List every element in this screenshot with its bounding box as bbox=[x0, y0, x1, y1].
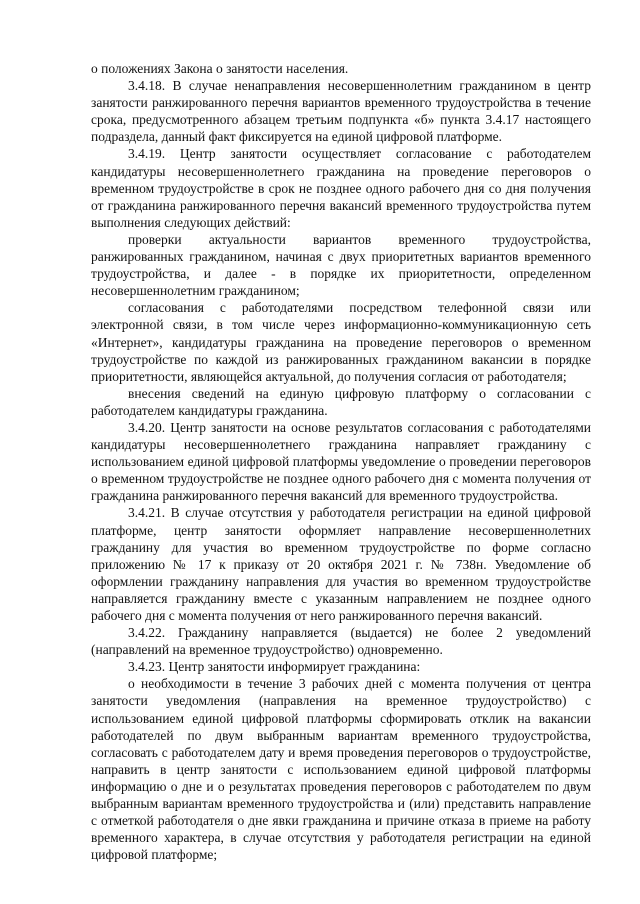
paragraph-3-4-23: 3.4.23. Центр занятости информирует гражданина: bbox=[128, 659, 421, 675]
paragraph-3-4-21: 3.4.21. В случае отсутствия у работодателя регистрации на единой цифровой платформе, центр занятости оформляет направление несовершеннолетних гражданину для участия во временном трудоустройстве по форме согласно приложению № 17 к приказу от 20 октября 2021 г. № 738н. Уведомление об оформлении гражданину направления для участия во временном трудоустройстве направляется гражданину вместе с указанным направлением не позднее одного рабочего дня с момента получения от него ранжированного перечня вакансий. bbox=[91, 505, 591, 623]
paragraph-employer-agreement: согласования с работодателями посредством телефонной связи или электронной связи, в том числе через информационно-коммуникационную сеть «Интернет», кандидатуры гражданина на проведение переговоров о временном трудоустройстве по каждой из ранжированных гражданином вакансии в порядке приоритетности, являющейся актуальной, до получения согласия от работодателя; bbox=[91, 300, 591, 384]
document-page bbox=[91, 60, 591, 863]
paragraph-informing-details: о необходимости в течение 3 рабочих дней с момента получения от центра занятости уведомления (направления на временное трудоустройство) с использованием единой цифровой платформы сформировать отклик на вакансии работодателей по двум выбранным вариантам временного трудоустройства, согласовать с работодателем дату и время проведения переговоров о трудоустройстве, направить в центр занятости с использованием единой цифровой платформы информацию о дне и о результатах проведения переговоров с работодателем по двум выбранным вариантам временного трудоустройства и (или) представить направление с отметкой работодателя о дне явки гражданина и причине отказа в приеме на работу временного характера, в случае отсутствия у работодателя регистрации на единой цифровой платформе; bbox=[91, 676, 591, 863]
paragraph-3-4-18: 3.4.18. В случае ненаправления несовершеннолетним гражданином в центр занятости ранжированного перечня вариантов временного трудоустройства в течение срока, предусмотренного абзацем третьим подпункта «б» пункта 3.4.17 настоящего подраздела, данный факт фиксируется на единой цифровой платформе. bbox=[91, 78, 591, 145]
paragraph-3-4-20: 3.4.20. Центр занятости на основе результатов согласования с работодателями кандидатуры несовершеннолетнего гражданина направляет гражданину с использованием единой цифровой платформы уведомление о проведении переговоров о временном трудоустройстве не позднее одного рабочего дня с момента получения от гражданина ранжированного перечня вакансий для временного трудоустройства. bbox=[91, 419, 591, 504]
paragraph-check-relevance: проверки актуальности вариантов временного трудоустройства, ранжированных гражданином, начиная с двух приоритетных вариантов временного трудоустройства, и далее - в порядке их приоритетности, определенном несовершеннолетним гражданином; bbox=[91, 231, 591, 299]
paragraph-data-entry: внесения сведений на единую цифровую платформу о согласовании с работодателем кандидатуры гражданина. bbox=[91, 385, 591, 418]
paragraph-3-4-22: 3.4.22. Гражданину направляется (выдается) не более 2 уведомлений (направлений на временное трудоустройство) одновременно. bbox=[91, 625, 591, 658]
paragraph-3-4-19: 3.4.19. Центр занятости осуществляет согласование с работодателем кандидатуры несовершеннолетнего гражданина на проведение переговоров о временном трудоустройстве в срок не позднее одного рабочего дня со дня получения от гражданина ранжированного перечня вакансий временного трудоустройства путем выполнения следующих действий: bbox=[91, 146, 591, 230]
paragraph-continuation: о положениях Закона о занятости населения. bbox=[91, 61, 349, 76]
